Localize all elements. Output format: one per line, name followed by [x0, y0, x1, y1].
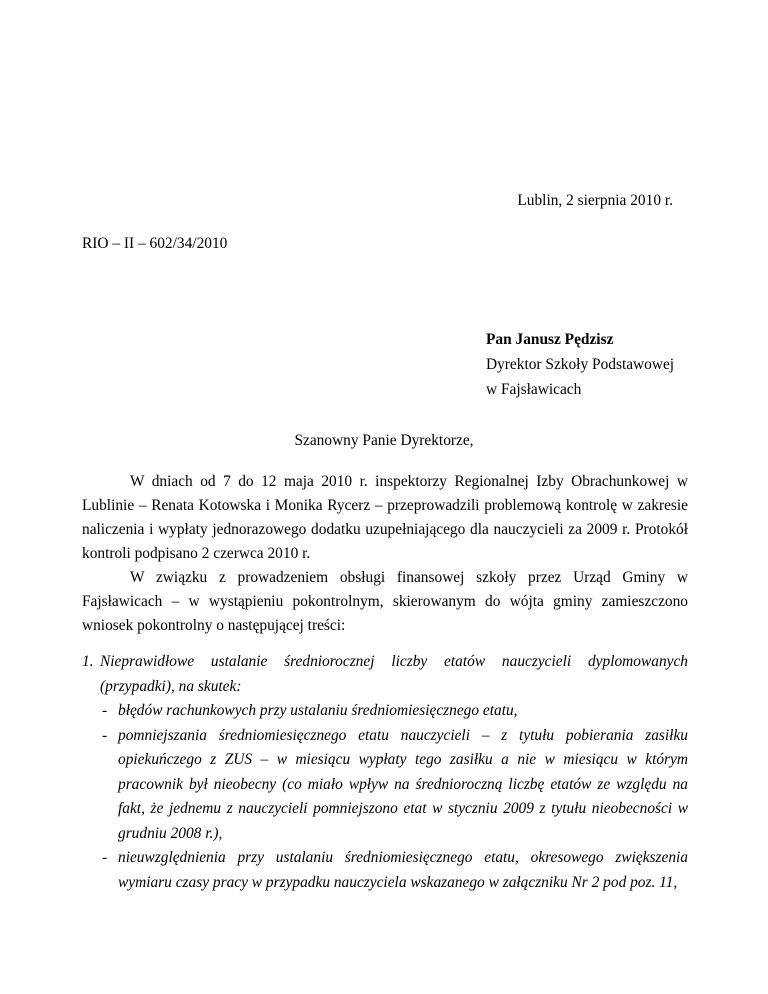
addressee-name: Pan Janusz Pędzisz	[486, 331, 614, 348]
reference-number: RIO – II – 602/34/2010	[82, 235, 228, 252]
date-line: Lublin, 2 sierpnia 2010 r.	[517, 192, 673, 209]
list-item	[82, 724, 688, 847]
addressee-title: Dyrektor Szkoły Podstawowej	[486, 356, 675, 373]
paragraph: W dniach od 7 do 12 maja 2010 r. inspektorzy Regionalnej Izby Obrachunkowej w Lublinie – Renata Kotowska i Monika Rycerz – przeprowadzili problemową kontrolę w zakresie naliczenia i wypłaty jednorazowego dodatku uzupełniającego dla nauczycieli za 2009 r. Protokół kontroli podpisano 2 czerwca 2010 r.	[82, 473, 688, 562]
addressee-block	[486, 327, 674, 402]
findings-list	[82, 650, 688, 895]
salutation: Szanowny Panie Dyrektorze,	[294, 432, 474, 449]
finding-subitems	[82, 699, 688, 895]
list-item	[82, 699, 688, 724]
dash-bullet: -	[102, 849, 108, 866]
letter-body	[82, 470, 688, 638]
dash-bullet: -	[102, 702, 108, 719]
paragraph: W związku z prowadzeniem obsługi finansowej szkoły przez Urząd Gminy w Fajsławicach – w wystąpieniu pokontrolnym, skierowanym do wójta gminy zamieszczono wniosek pokontrolny o następującej treści:	[82, 569, 688, 634]
addressee-location: w Fajsławicach	[486, 381, 582, 398]
finding-item	[82, 650, 688, 699]
list-item-text: nieuwzględnienia przy ustalaniu średniomiesięcznego etatu, okresowego zwiększenia wymiaru czasy pracy w przypadku nauczyciela wskazanego w załączniku Nr 2 pod poz. 11,	[118, 849, 688, 891]
list-item-text: błędów rachunkowych przy ustalaniu średniomiesięcznego etatu,	[118, 702, 518, 719]
list-item	[82, 846, 688, 895]
finding-number: 1.	[82, 653, 94, 670]
list-item-text: pomniejszania średniomiesięcznego etatu nauczycieli – z tytułu pobierania zasiłku opiekuńczego z ZUS – w miesiącu wypłaty tego zasiłku a nie w miesiącu w którym pracownik był nieobecny (co miało wpływ na średnioroczną liczbę etatów ze względu na fakt, że jednemu z nauczycieli pomniejszono etat w styczniu 2009 z tytułu nieobecności w grudniu 2008 r.),	[118, 726, 688, 842]
finding-title: Nieprawidłowe ustalanie średniorocznej liczby etatów nauczycieli dyplomowanych (przypadki), na skutek:	[100, 653, 688, 695]
dash-bullet: -	[102, 726, 108, 744]
